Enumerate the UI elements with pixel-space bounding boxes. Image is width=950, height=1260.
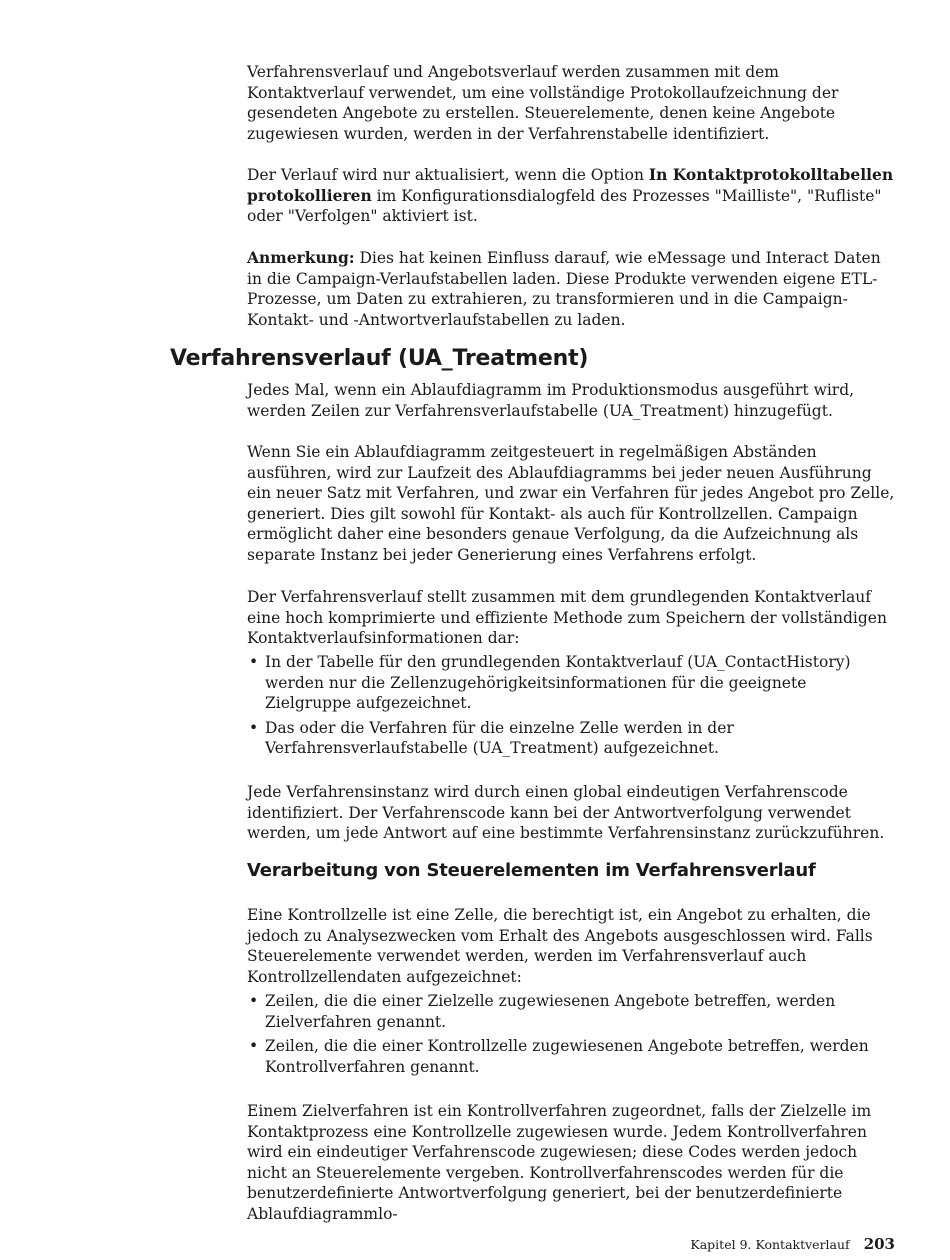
list-item: • Das oder die Verfahren für die einzelne Zelle werden in der Verfahrensverlaufstabelle (UA_Treatment) aufgezeichnet. <box>247 718 895 759</box>
page-number: 203 <box>863 1235 895 1253</box>
option-name: In Kontaktprotokolltabellen protokollieren <box>247 165 894 205</box>
page-footer <box>690 1234 895 1253</box>
paragraph: Wenn Sie ein Ablaufdiagramm zeitgesteuert in regelmäßigen Abständen ausführen, wird zur Laufzeit des Ablaufdiagramms bei jeder neuen Ausführung ein neuer Satz mit Verfahren, und zwar ein Verfahren für jedes Angebot pro Zelle, generiert. Dies gilt sowohl für Kontakt- als auch für Kontrollzellen. Campaign ermöglicht daher eine besonders genaue Verfolgung, da die Aufzeichnung als separate Instanz bei jeder Generierung eines Verfahrens erfolgt. <box>247 443 895 564</box>
paragraph: Einem Zielverfahren ist ein Kontrollverfahren zugeordnet, falls der Zielzelle im Kontaktprozess eine Kontrollzelle zugewiesen wurde. Jedem Kontrollverfahren wird ein eindeutiger Verfahrenscode zugewiesen; diese Codes werden jedoch nicht an Steuerelemente vergeben. Kontrollverfahrenscodes werden für die benutzerdefinierte Antwortverfolgung generiert, bei der benutzerdefinierte Ablaufdiagrammlo- <box>247 1102 872 1223</box>
note <box>247 248 895 330</box>
section-heading: Verfahrensverlauf (UA_Treatment) <box>170 346 589 371</box>
paragraph: Jede Verfahrensinstanz wird durch einen global eindeutigen Verfahrenscode identifiziert. Der Verfahrenscode kann bei der Antwortverfolgung verwendet werden, um jede Antwort auf eine bestimmte Verfahrensinstanz zurückzuführen. <box>247 783 885 843</box>
paragraph-history-update <box>247 165 895 227</box>
paragraph-intro: Verfahrensverlauf und Angebotsverlauf werden zusammen mit dem Kontaktverlauf verwendet, um eine vollständige Protokollaufzeichnung der gesendeten Angebote zu erstellen. Steuerelemente, denen keine Angebote zugewiesen wurden, werden in der Verfahrenstabelle identifiziert. <box>247 63 839 143</box>
paragraph: Der Verfahrensverlauf stellt zusammen mit dem grundlegenden Kontaktverlauf eine hoch komprimierte und effiziente Methode zum Speichern der vollständigen Kontaktverlaufsinformationen dar: <box>247 588 887 648</box>
note-text: Dies hat keinen Einfluss darauf, wie eMessage und Interact Daten in die Campaign-Verlaufstabellen laden. Diese Produkte verwenden eigene ETL-Prozesse, um Daten zu extrahieren, zu transformieren und in die Campaign-Kontakt- und -Antwortverlaufstabellen zu laden. <box>247 249 881 329</box>
paragraph: Jedes Mal, wenn ein Ablaufdiagramm im Produktionsmodus ausgeführt wird, werden Zeilen zur Verfahrensverlaufstabelle (UA_Treatment) hinzugefügt. <box>247 381 855 420</box>
list-item: • Zeilen, die die einer Kontrollzelle zugewiesenen Angebote betreffen, werden Kontrollverfahren genannt. <box>247 1036 895 1077</box>
chapter-label: Kapitel 9. Kontaktverlauf <box>690 1237 850 1252</box>
paragraph: Eine Kontrollzelle ist eine Zelle, die berechtigt ist, ein Angebot zu erhalten, die jedoch zu Analysezwecken vom Erhalt des Angebots ausgeschlossen wird. Falls Steuerelemente verwendet werden, werden im Verfahrensverlauf auch Kontrollzellendaten aufgezeichnet: <box>247 906 873 986</box>
paragraph-text: im Konfigurationsdialogfeld des Prozesses "Mailliste", "Rufliste" oder "Verfolgen" aktiviert ist. <box>247 186 882 226</box>
subsection-heading: Verarbeitung von Steuerelementen im Verfahrensverlauf <box>247 860 816 881</box>
bullet-list <box>247 991 895 1081</box>
list-item: • In der Tabelle für den grundlegenden Kontaktverlauf (UA_ContactHistory) werden nur die Zellenzugehörigkeitsinformationen für die geeignete Zielgruppe aufgezeichnet. <box>247 652 895 714</box>
paragraph-text: Der Verlauf wird nur aktualisiert, wenn die Option <box>247 166 649 184</box>
note-label: Anmerkung: <box>247 248 355 267</box>
list-item: • Zeilen, die die einer Zielzelle zugewiesenen Angebote betreffen, werden Zielverfahren genannt. <box>247 991 895 1032</box>
bullet-list <box>247 652 895 763</box>
